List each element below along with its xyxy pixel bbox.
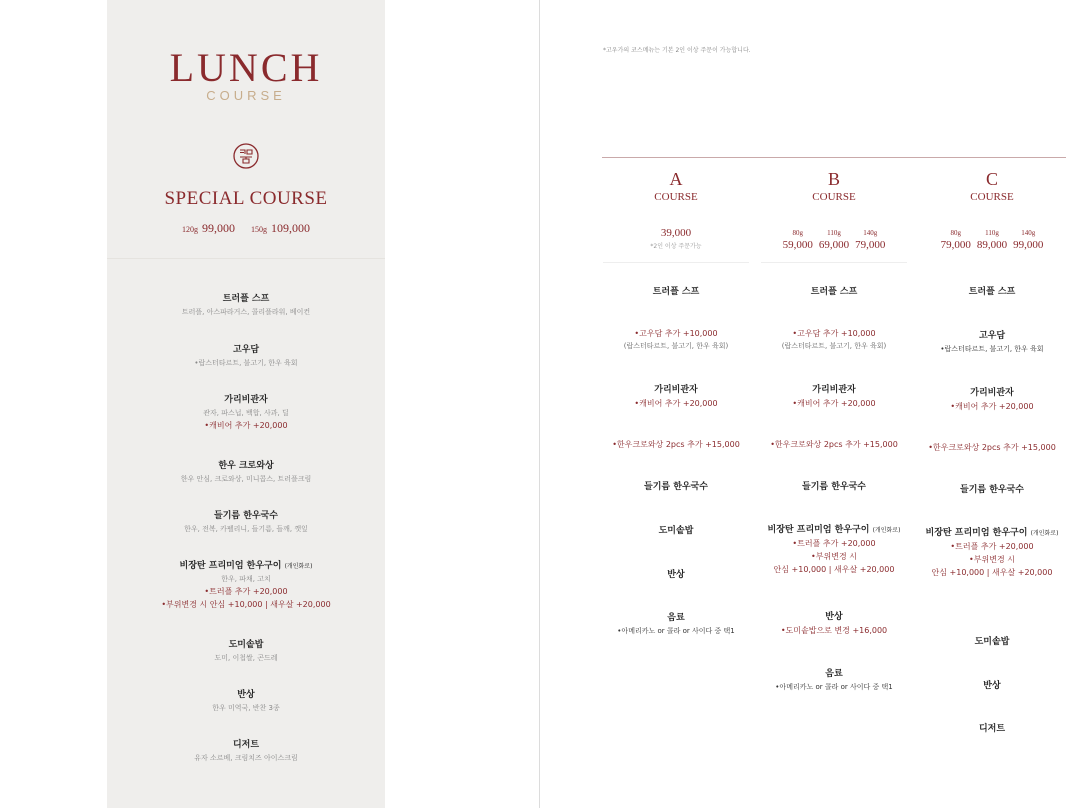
course-c-item [917,723,1067,736]
price-option [941,228,971,252]
item-addon: •캐비어 추가 +20,000 [634,399,718,408]
item-name: 들기름 한우국수 [960,485,1024,495]
item-desc: 한우 미역국, 반찬 3종 [212,704,280,712]
course-b-prices [759,228,909,252]
price-option [855,228,885,252]
menu-item-bansang [107,689,385,714]
item-name: 한우 크로와상 [218,461,274,471]
course-a-item [601,569,751,582]
price-value: 89,000 [976,239,1008,251]
menu-item-sea-bream-rice [107,639,385,664]
item-name: 트러플 스프 [968,287,1016,297]
course-a-item [601,327,751,352]
course-letter: B [827,169,840,189]
course-a-item [601,612,751,637]
course-b-item [759,481,909,494]
course-a-price [601,227,751,250]
item-name-sup: (개인화로) [284,563,313,570]
item-name-text: 비장탄 프리미엄 한우구이 [925,528,1028,538]
price-value: 109,000 [271,221,310,235]
item-sub: (랍스터타르트, 불고기, 한우 육회) [623,342,729,350]
item-addon: •한우크로와상 2pcs 추가 +15,000 [928,443,1056,452]
column-separator [603,262,749,263]
menu-item-truffle-soup [107,293,385,318]
course-a-item [601,286,751,299]
item-addon: •도미솥밥으로 변경 +16,000 [780,626,888,635]
course-c-item [917,441,1067,454]
price-value: 79,000 [855,239,886,251]
item-desc: 도미, 이첩쌀, 곤드레 [214,654,278,662]
price-weight: 140g [863,229,878,237]
price-note: *2인 이상 주문가능 [650,243,702,250]
price-option [977,228,1007,252]
course-c-prices [917,228,1067,252]
lunch-title: LUNCH [169,45,323,90]
course-note: *고우가의 코스메뉴는 기본 2인 이상 주문이 가능합니다. [603,47,751,54]
special-course-prices [107,219,385,237]
item-name: 도미솥밥 [974,637,1010,647]
item-name [759,524,909,537]
item-name: 도미솥밥 [228,640,264,650]
item-name: 트러플 스프 [222,294,270,304]
price-value: 69,000 [818,239,850,251]
item-name: 가리비관자 [224,395,268,405]
course-a-item [601,438,751,451]
item-desc: •랍스터타르트, 불고기, 한우 육회 [194,359,298,367]
item-name: 도미솥밥 [658,526,694,536]
price-weight: 80g [792,229,803,237]
item-name: 고우담 [232,345,260,355]
menu-item-scallop [107,394,385,432]
course-c-item [917,387,1067,413]
left-divider [107,258,385,259]
item-sub: (랍스터타르트, 불고기, 한우 육회) [781,342,887,350]
price-value: 59,000 [782,239,813,251]
item-name: 음료 [667,613,685,623]
item-desc: 한우, 전복, 카펠리니, 들기름, 들깨, 깻잎 [184,525,308,533]
item-option: •랍스터타르트, 불고기, 한우 육회 [940,345,1044,353]
price-option [783,228,813,252]
item-addon: •고우담 추가 +10,000 [634,329,718,338]
item-name: 음료 [825,669,843,679]
item-name: 가리비관자 [654,385,698,395]
item-option: •아메리카노 or 콜라 or 사이다 중 택1 [617,627,735,635]
course-a-item [601,481,751,494]
course-b-item [759,327,909,352]
item-addon: •트러플 추가 +20,000 [792,539,876,548]
menu-item-premium-grill [107,560,385,611]
course-b-item [759,384,909,410]
price-value: 99,000 [1013,239,1044,251]
course-a-header [601,168,751,204]
course-label: COURSE [812,191,856,203]
item-name-text: 비장탄 프리미엄 한우구이 [179,561,282,571]
item-desc: 한우, 파채, 고치 [221,575,271,583]
course-b-item [759,668,909,693]
special-course-title: SPECIAL COURSE [164,188,328,209]
price-value: 39,000 [660,227,692,239]
course-c-item [917,680,1067,693]
course-a-item [601,525,751,538]
course-c-item [917,484,1067,497]
item-option: •아메리카노 or 콜라 or 사이다 중 택1 [775,683,893,691]
course-letter: C [985,169,998,189]
course-c-item [917,286,1067,299]
item-name: 들기름 한우국수 [644,482,708,492]
price-option [1013,228,1043,252]
item-addon: 안심 +10,000 | 새우살 +20,000 [931,568,1053,577]
item-addon: •캐비어 추가 +20,000 [950,402,1034,411]
item-name: 고우담 [978,331,1006,341]
menu-item-hanwoo-croissant [107,460,385,485]
item-name: 디저트 [232,740,260,750]
item-name: 가리비관자 [970,388,1014,398]
course-letter: A [669,169,683,189]
item-addon: •캐비어 추가 +20,000 [204,421,288,430]
course-c-item [917,527,1067,579]
course-table-top-line [602,157,1066,158]
course-b-item [759,286,909,299]
price-weight: 150g [251,225,267,234]
item-addon: •캐비어 추가 +20,000 [792,399,876,408]
item-name-sup: (개인화로) [1030,530,1059,537]
item-name: 들기름 한우국수 [802,482,866,492]
price-weight: 110g [827,229,841,237]
item-name: 반상 [825,612,843,622]
lunch-course-subtitle: COURSE [206,88,286,103]
course-b-item [759,524,909,576]
item-addon: •고우담 추가 +10,000 [792,329,876,338]
course-b-item [759,438,909,451]
menu-item-dessert [107,739,385,764]
price-weight: 120g [182,225,198,234]
item-name: 가리비관자 [812,385,856,395]
price-option [819,228,849,252]
item-addon: •한우크로와상 2pcs 추가 +15,000 [612,440,740,449]
item-name-sup: (개인화로) [872,527,901,534]
item-desc: 한우 안심, 크로와상, 미니콥스, 트러플크림 [180,475,312,483]
course-label: COURSE [970,191,1014,203]
course-label: COURSE [654,191,698,203]
course-b-header [759,168,909,204]
menu-item-perilla-noodle [107,510,385,535]
item-name: 반상 [237,690,255,700]
item-name-text: 비장탄 프리미엄 한우구이 [767,525,870,535]
course-c-header [917,168,1067,204]
course-b-item [759,611,909,637]
item-addon: •트러플 추가 +20,000 [204,587,288,596]
menu-item-goudam [107,344,385,369]
item-name: 반상 [983,681,1001,691]
item-name: 디저트 [978,724,1006,734]
lunch-special-course-panel [107,0,385,808]
item-desc: 트러플, 아스파라거스, 콜리플라워, 베이컨 [181,308,311,316]
price-weight: 110g [985,229,999,237]
page-divider [539,0,540,808]
column-separator [761,262,907,263]
course-a-item [601,384,751,410]
price-value: 99,000 [202,221,235,235]
item-addon: 안심 +10,000 | 새우살 +20,000 [773,565,895,574]
item-addon: •트러플 추가 +20,000 [950,542,1034,551]
item-name: 들기름 한우국수 [214,511,278,521]
price-value: 79,000 [940,239,971,251]
item-name [917,527,1067,540]
item-name: 반상 [667,570,685,580]
item-addon: •부위변경 시 [811,552,857,561]
item-addon: •부위변경 시 안심 +10,000 | 새우살 +20,000 [161,600,331,609]
price-weight: 140g [1021,229,1036,237]
item-name: 트러플 스프 [652,287,700,297]
item-name: 트러플 스프 [810,287,858,297]
item-name [107,560,385,573]
item-addon: •부위변경 시 [969,555,1015,564]
item-desc: 관자, 파스닙, 백합, 사과, 딜 [203,409,289,417]
gou-seal-icon [233,143,259,169]
course-c-item [917,636,1067,649]
price-weight: 80g [950,229,961,237]
item-desc: 유자 소르베, 크림치즈 아이스크림 [194,754,298,762]
item-addon: •한우크로와상 2pcs 추가 +15,000 [770,440,898,449]
course-c-item [917,330,1067,355]
